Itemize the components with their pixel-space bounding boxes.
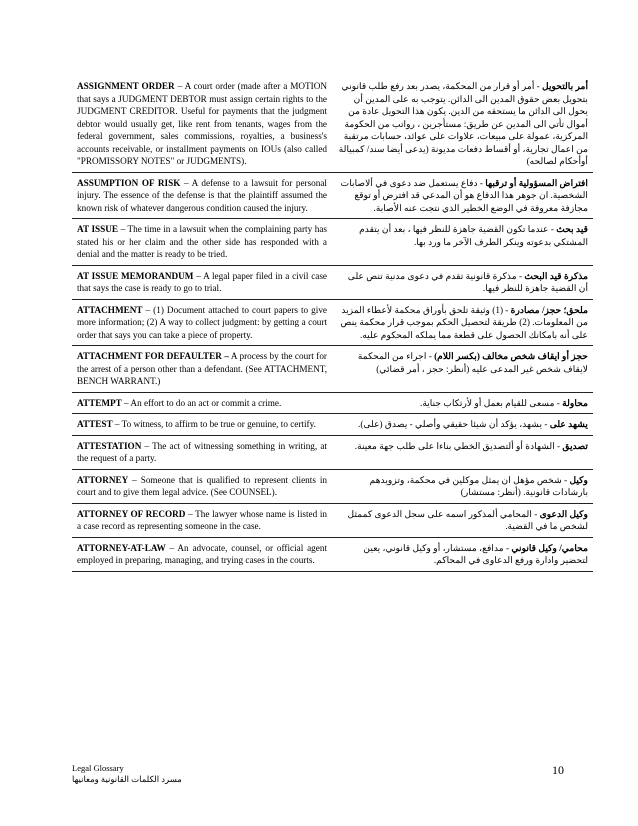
- glossary-row: [72, 537, 593, 571]
- page-number: 10: [552, 763, 564, 777]
- arabic-term: أمر بالتحويل: [542, 81, 588, 91]
- glossary-row: [72, 76, 593, 172]
- english-term: ATTORNEY OF RECORD: [77, 508, 186, 519]
- arabic-definition: - يشهد، يؤكد أن شيئا حقيقي وأصلي - يصدق (على).: [358, 419, 550, 430]
- arabic-term: محاولة: [562, 397, 588, 408]
- arabic-entry: [332, 76, 593, 172]
- english-term: ASSIGNMENT ORDER: [77, 81, 175, 91]
- footer: [72, 763, 182, 786]
- arabic-term: افتراض المسؤولية أو ترقبها: [485, 177, 588, 188]
- arabic-definition: - (1) وثيقة تلحق بأوراق محكمة لأعطاء المزيد من المعلومات. (2) طريقة لتحصيل الحكم بموجب قرار محكمة ينص على أنه بامكانك الحصول على قطعة مما يملكه المحكوم عليه.: [340, 304, 588, 340]
- arabic-definition: - المحامي ألمذكور اسمه على سجل الدعوى كممثل لشخص ما في القضية.: [347, 508, 588, 532]
- arabic-term: حجز أو ايقاف شخص مخالف (بكسر اللام): [434, 351, 588, 362]
- arabic-entry: [332, 435, 593, 469]
- arabic-definition: - مذكرة قانونية تقدم في دعوى مدنية تنص على أن القضية جاهزة للنظر فيها.: [347, 270, 588, 294]
- arabic-definition: - مدافع، مستشار، أو وكيل قانوني، يعين لتحضير وادارة ورفع الدعاوى في المحاكم.: [363, 542, 588, 566]
- arabic-term: وكيل: [569, 474, 588, 485]
- english-term: ATTACHMENT FOR DEFAULTER –: [77, 351, 229, 362]
- arabic-entry: [332, 346, 593, 393]
- glossary-row: [72, 346, 593, 393]
- arabic-definition: - شخص مؤهل ان يمثل موكلين في محكمة، وتزويدهم بارشادات قانونية. (أنظر: مستشار): [369, 474, 588, 498]
- arabic-term: مذكرة قيد البحث: [524, 270, 588, 281]
- english-definition: – An effort to do an act or commit a crime.: [121, 397, 282, 408]
- english-term: ASSUMPTION OF RISK: [77, 177, 181, 188]
- arabic-entry: [332, 469, 593, 503]
- english-term: ATTORNEY: [77, 474, 129, 485]
- english-entry: [72, 346, 332, 393]
- glossary-table: [72, 76, 593, 572]
- english-definition: A process by the court for the arrest of a person other than a defendant. (See ATTACHMENT, BENCH WARRANT.): [77, 351, 327, 387]
- arabic-entry: [332, 537, 593, 571]
- arabic-entry: [332, 414, 593, 436]
- english-entry: [72, 503, 332, 537]
- english-definition: – A defense to a lawsuit for personal injury. The essence of the defense is that the plaintiff assumed the known risk of whatever dangerous condition caused the injury.: [77, 177, 327, 213]
- glossary-row: [72, 435, 593, 469]
- english-term: ATTEST: [77, 419, 113, 430]
- footer-title-ar: مسرد الكلمات القانونية ومعانيها: [72, 774, 182, 785]
- english-entry: [72, 414, 332, 436]
- glossary-row: [72, 265, 593, 299]
- glossary-row: [72, 469, 593, 503]
- arabic-term: ملحق؛ حجز/ مصادرة: [510, 304, 588, 315]
- english-term: ATTESTATION: [77, 440, 142, 451]
- arabic-entry: [332, 503, 593, 537]
- arabic-term: وكيل الدعوى: [539, 508, 588, 519]
- english-definition: – An advocate, counsel, or official agent employed in preparing, managing, and trying cases in the courts.: [77, 542, 327, 566]
- arabic-definition: - الشهادة أو ألتصديق الخطي بناءا على طلب جهة معينة.: [354, 440, 563, 451]
- arabic-entry: [332, 172, 593, 219]
- english-entry: [72, 435, 332, 469]
- glossary-row: [72, 392, 593, 414]
- english-definition: – The lawyer whose name is listed in a case record as representing someone in the case.: [77, 508, 327, 532]
- glossary-row: [72, 299, 593, 346]
- english-term: ATTEMPT: [77, 397, 122, 408]
- glossary-row: [72, 503, 593, 537]
- english-term: ATTACHMENT: [77, 304, 143, 315]
- english-definition: – Someone that is qualified to represent clients in court and to give them legal advice. (See COUNSEL).: [77, 474, 327, 498]
- english-entry: [72, 299, 332, 346]
- arabic-term: محامي/ وكيل قانوني: [511, 542, 588, 553]
- english-entry: [72, 537, 332, 571]
- arabic-term: يشهد على: [549, 419, 588, 430]
- arabic-definition: - اجراء من المحكمة لايقاف شخص غير المدعى عليه (أنظر: حجز ، أمر قضائي): [357, 351, 588, 374]
- arabic-definition: - دفاع يستعمل ضد دعوى في ألاصابات الشخصية. ان جوهر هذا الدفاع هو أن المدعي قد افترض أو توقع مجازفة معروفة في الوضع الخطير الذي نتجت عنه الأصابة.: [340, 177, 588, 213]
- english-entry: [72, 265, 332, 299]
- english-term: AT ISSUE MEMORANDUM: [77, 270, 194, 281]
- arabic-entry: [332, 392, 593, 414]
- english-entry: [72, 219, 332, 266]
- english-definition: – To witness, to affirm to be true or genuine, to certify.: [112, 419, 316, 430]
- arabic-entry: [332, 265, 593, 299]
- arabic-definition: - عندما تكون القضية جاهزة للنظر فيها ، بعد أن يتقدم المشتكي بدعوته وينكر الطرف الآخر ما ورد بها.: [359, 224, 588, 247]
- english-definition: – A court order (made after a MOTION that says a JUDGMENT DEBTOR must assign certain rights to the JUDGMENT CREDITOR. Useful for payments that the judgment debtor would usually get, like rent from tenants, wages from the federal government, sales commissions, royalties, a business's accounts receivable, or installment payments on IOUs (also called "PROMISSORY NOTES" or JUDGMENTS).: [77, 81, 327, 167]
- english-definition: – (1) Document attached to court papers to give more information; (2) A way to collect judgment: by getting a court order that says you can take a piece of property.: [77, 304, 327, 340]
- arabic-definition: - مسعى للقيام بعمل أو لأرتكاب جناية.: [420, 397, 563, 408]
- glossary-row: [72, 414, 593, 436]
- glossary-row: [72, 219, 593, 266]
- english-entry: [72, 469, 332, 503]
- footer-title-en: Legal Glossary: [72, 763, 124, 773]
- arabic-term: تصديق: [562, 440, 588, 451]
- arabic-entry: [332, 299, 593, 346]
- english-definition: – A legal paper filed in a civil case that says the case is ready to go to trial.: [77, 270, 328, 294]
- glossary-row: [72, 172, 593, 219]
- english-term: ATTORNEY-AT-LAW: [77, 542, 166, 553]
- english-entry: [72, 172, 332, 219]
- english-definition: – The act of witnessing something in writing, at the request of a party.: [77, 440, 327, 464]
- english-entry: [72, 392, 332, 414]
- arabic-entry: [332, 219, 593, 266]
- arabic-definition: - أمر أو قرار من المحكمة، يصدر بعد رفع طلب قانوني بتحويل بعض حقوق المدين الى الدائن. يتوجب به على المدين أن يحول الى الدائن ما يستحقه من الدين. يكون هذا التحويل عادة من أموال تأتي الى المدين عن طريق: مستأجرين ، رواتب من الحكومة المركزية، عمولة على مبيعات، علاوات على عوائد، حسابات مرتقبة من اعمال تجارية، أو أقساط دفعات مديونة (يدعى أيضا سند/ كمبيالة أوأحكام لصالحه): [338, 81, 588, 167]
- english-term: AT ISSUE: [77, 224, 119, 235]
- arabic-term: قيد بحث: [556, 224, 588, 235]
- glossary-page: [72, 76, 588, 572]
- english-definition: – The time in a lawsuit when the complaining party has stated his or her claim and the other side has responded with a denial and the matter is ready to be tried.: [77, 224, 328, 260]
- english-entry: [72, 76, 332, 172]
